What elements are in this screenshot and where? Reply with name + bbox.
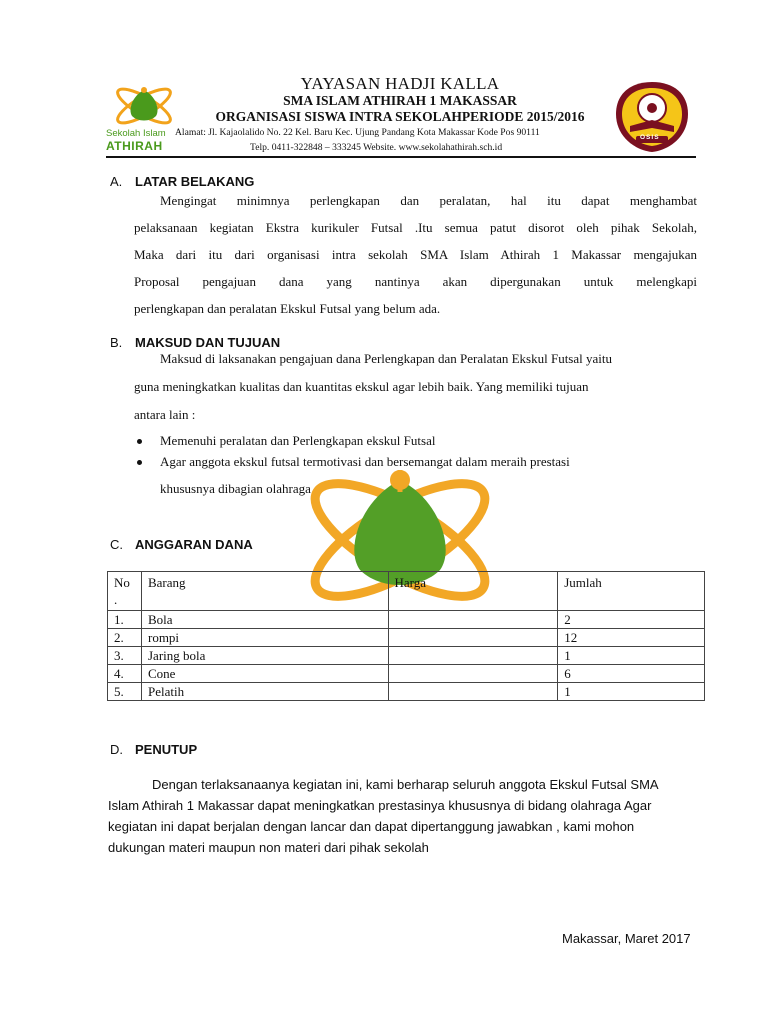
section-d-title: PENUTUP: [135, 742, 198, 757]
table-row: [108, 665, 705, 683]
section-a-letter: A.: [110, 174, 123, 189]
logo-left-line1: Sekolah Islam: [106, 128, 166, 139]
section-b-line-3: antara lain :: [134, 407, 196, 422]
cell-jumlah: 12: [558, 629, 705, 647]
cell-harga: [388, 647, 558, 665]
cell-harga: [388, 629, 558, 647]
table-row: [108, 647, 705, 665]
osis-logo-text: OSIS: [640, 134, 660, 141]
section-a-line-3: Maka dari itu dari organisasi intra sekolah SMA Islam Athirah 1 Makassar mengajukan: [134, 247, 697, 262]
address-line: Alamat: Jl. Kajaolalido No. 22 Kel. Baru Kec. Ujung Pandang Kota Makassar Kode Pos 90111: [175, 127, 540, 138]
section-a-line-2: pelaksanaan kegiatan Ekstra kurikuler Futsal .Itu semua patut disorot oleh pihak Sekolah,: [134, 220, 697, 235]
cell-barang: Cone: [141, 665, 388, 683]
bullet-dot-2: [137, 460, 142, 465]
section-a-line-4: Proposal pengajuan dana yang nantinya akan dipergunakan untuk melengkapi: [134, 274, 697, 289]
cell-barang: Bola: [141, 611, 388, 629]
table-row: [108, 683, 705, 701]
section-d-line-4: dukungan materi maupun non materi dari pihak sekolah: [108, 840, 429, 855]
section-b-title: MAKSUD DAN TUJUAN: [135, 335, 281, 350]
cell-jumlah: 2: [558, 611, 705, 629]
cell-harga: [388, 665, 558, 683]
table-header-row: [108, 572, 705, 611]
contact-line: Telp. 0411-322848 – 333245 Website. www.sekolahathirah.sch.id: [250, 142, 503, 153]
osis-logo-icon: [612, 80, 692, 154]
cell-no: 1.: [108, 611, 142, 629]
section-b-bullet-1: Memenuhi peralatan dan Perlengkapan ekskul Futsal: [160, 433, 436, 448]
cell-harga: [388, 611, 558, 629]
cell-jumlah: 6: [558, 665, 705, 683]
bullet-dot-1: [137, 439, 142, 444]
signoff-date: Makassar, Maret 2017: [562, 931, 691, 946]
header-divider: [106, 156, 696, 158]
section-c-letter: C.: [110, 537, 123, 552]
letterhead: [0, 0, 768, 160]
cell-barang: Pelatih: [141, 683, 388, 701]
section-d-line-2: Islam Athirah 1 Makassar dapat meningkatkan prestasinya khususnya di bidang olahraga Agar: [108, 798, 652, 813]
section-a-title: LATAR BELAKANG: [135, 174, 255, 189]
section-a-line-1: Mengingat minimnya perlengkapan dan peralatan, hal itu dapat menghambat: [160, 193, 697, 208]
section-d-line-1: Dengan terlaksanaanya kegiatan ini, kami berharap seluruh anggota Ekskul Futsal SMA: [152, 777, 659, 792]
cell-no: 4.: [108, 665, 142, 683]
foundation-name: YAYASAN HADJI KALLA: [300, 74, 500, 93]
header-harga: Harga: [388, 572, 558, 611]
cell-no: 3.: [108, 647, 142, 665]
cell-jumlah: 1: [558, 683, 705, 701]
cell-no: 2.: [108, 629, 142, 647]
cell-jumlah: 1: [558, 647, 705, 665]
section-c-title: ANGGARAN DANA: [135, 537, 253, 552]
table-row: [108, 611, 705, 629]
section-d-letter: D.: [110, 742, 123, 757]
section-b-bullet-2: Agar anggota ekskul futsal termotivasi dan bersemangat dalam meraih prestasi: [160, 454, 570, 469]
logo-left-line2: ATHIRAH: [106, 139, 163, 153]
header-barang: Barang: [141, 572, 388, 611]
section-b-line-1: Maksud di laksanakan pengajuan dana Perlengkapan dan Peralatan Ekskul Futsal yaitu: [160, 351, 612, 366]
budget-table: [107, 571, 705, 701]
header-jumlah: Jumlah: [558, 572, 705, 611]
section-b-bullet-2-continued: khususnya dibagian olahraga: [160, 481, 311, 496]
cell-no: 5.: [108, 683, 142, 701]
table-row: [108, 629, 705, 647]
cell-barang: Jaring bola: [141, 647, 388, 665]
section-b-line-2: guna meningkatkan kualitas dan kuantitas ekskul agar lebih baik. Yang memiliki tujuan: [134, 379, 589, 394]
school-name: SMA ISLAM ATHIRAH 1 MAKASSAR: [283, 93, 517, 108]
section-a-line-5: perlengkapan dan peralatan Ekskul Futsal yang belum ada.: [134, 301, 441, 316]
section-b-letter: B.: [110, 335, 123, 350]
cell-harga: [388, 683, 558, 701]
section-d-line-3: kegiatan ini dapat berjalan dengan lancar dan dapat dipertanggung jawabkan , kami mohon: [108, 819, 635, 834]
cell-barang: rompi: [141, 629, 388, 647]
organization-name: ORGANISASI SISWA INTRA SEKOLAHPERIODE 2015/2016: [215, 109, 585, 124]
header-no: No .: [108, 572, 142, 611]
